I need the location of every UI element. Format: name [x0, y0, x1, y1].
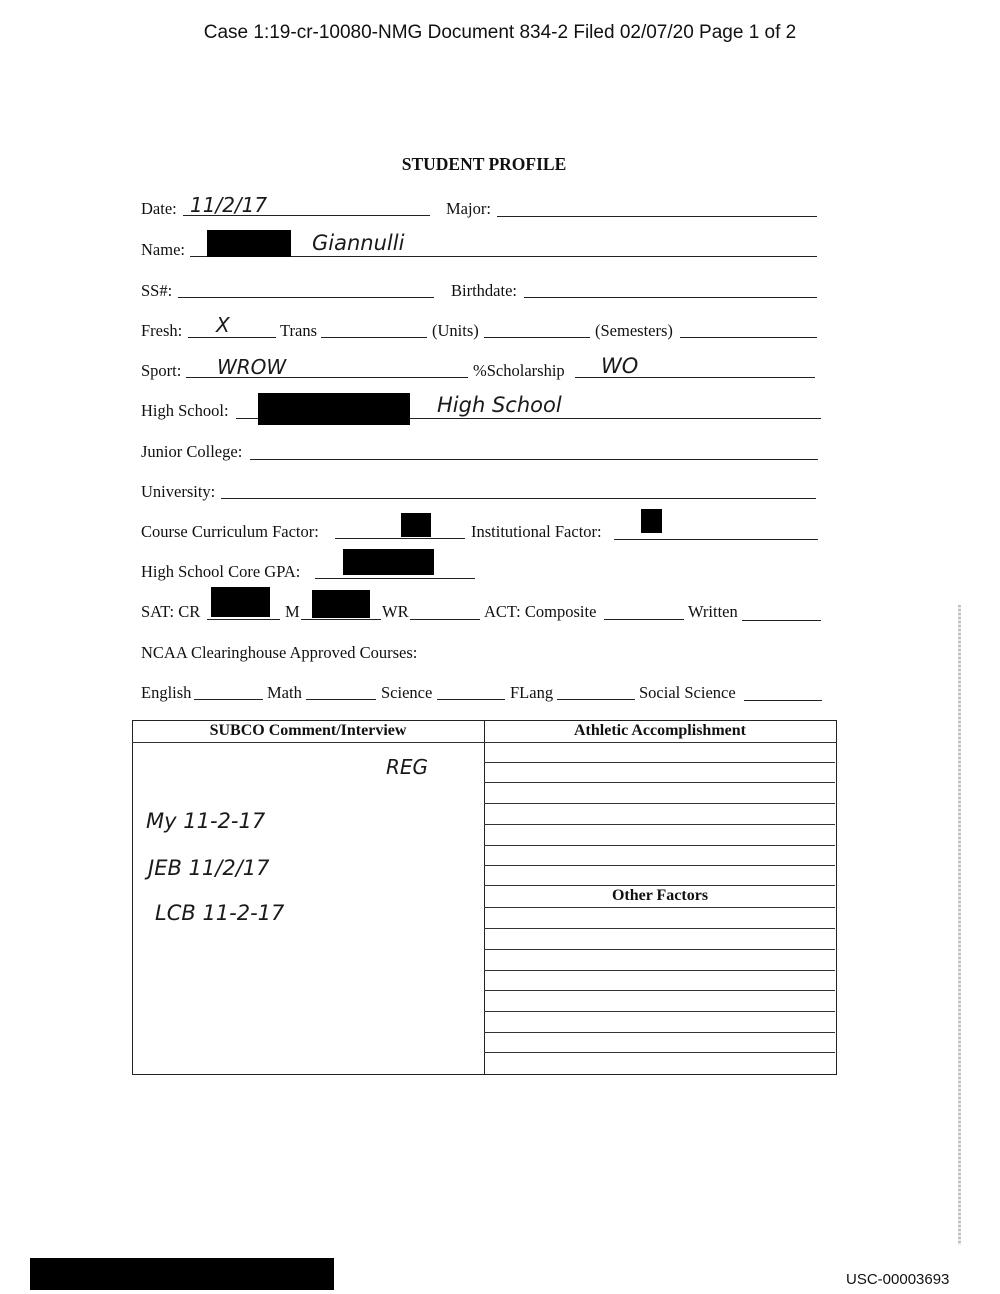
- ruled-line: [484, 1011, 835, 1012]
- sat-m-label: M: [285, 602, 300, 621]
- course-curriculum-label: Course Curriculum Factor:: [141, 522, 319, 541]
- ruled-line: [484, 865, 835, 866]
- sat-cr-label: SAT: CR: [141, 602, 201, 621]
- flang-label: FLang: [510, 683, 554, 702]
- birthdate-label: Birthdate:: [451, 281, 517, 300]
- table-header-rule: [132, 742, 837, 743]
- ruled-line: [484, 907, 835, 908]
- sat-cr-redaction: [211, 587, 270, 617]
- bates-number: USC-00003693: [846, 1271, 950, 1288]
- units-line: [484, 337, 590, 338]
- sat-m-redaction: [312, 590, 370, 618]
- fresh-line: [188, 337, 276, 338]
- high-school-redaction: [258, 393, 410, 425]
- sport-handwritten: WROW: [217, 355, 287, 379]
- ruled-line: [484, 782, 835, 783]
- subco-note-reg: REG: [386, 755, 429, 779]
- math-line: [306, 699, 376, 700]
- fresh-handwritten: X: [216, 313, 230, 337]
- case-header: Case 1:19-cr-10080-NMG Document 834-2 Filed 02/07/20 Page 1 of 2: [203, 22, 797, 43]
- major-line: [497, 216, 817, 217]
- ncaa-label: NCAA Clearinghouse Approved Courses:: [141, 643, 418, 662]
- scholarship-handwritten: WO: [601, 354, 639, 378]
- ruled-line: [484, 845, 835, 846]
- course-curriculum-line: [335, 538, 465, 539]
- units-label: (Units): [432, 321, 479, 340]
- subco-note-initials-1: My 11-2-17: [146, 809, 266, 833]
- science-label: Science: [381, 683, 433, 702]
- trans-line: [321, 337, 427, 338]
- sat-cr-line: [207, 619, 280, 620]
- written-label: Written: [688, 602, 738, 621]
- high-school-handwritten: High School: [437, 393, 562, 417]
- ruled-line: [484, 970, 835, 971]
- written-line: [742, 620, 821, 621]
- date-label: Date:: [141, 199, 177, 218]
- junior-college-line: [250, 459, 818, 460]
- ruled-line: [484, 1052, 835, 1053]
- course-curriculum-redaction: [401, 513, 431, 537]
- science-line: [437, 699, 505, 700]
- subco-header: SUBCO Comment/Interview: [209, 722, 407, 739]
- ssn-label: SS#:: [141, 281, 173, 300]
- trans-label: Trans: [280, 321, 317, 340]
- english-label: English: [141, 683, 192, 702]
- ruled-line: [484, 803, 835, 804]
- institutional-redaction: [641, 509, 662, 533]
- name-redaction: [207, 230, 291, 257]
- semesters-label: (Semesters): [595, 321, 673, 340]
- scan-edge-artifact: [958, 605, 961, 1245]
- sat-m-line: [301, 619, 381, 620]
- university-line: [221, 498, 816, 499]
- institutional-label: Institutional Factor:: [471, 522, 602, 541]
- ruled-line: [484, 885, 835, 886]
- date-handwritten: 11/2/17: [190, 193, 268, 217]
- birthdate-line: [524, 297, 817, 298]
- flang-line: [557, 699, 635, 700]
- athletic-header: Athletic Accomplishment: [574, 722, 746, 739]
- ruled-line: [484, 762, 835, 763]
- math-label: Math: [267, 683, 302, 702]
- university-label: University:: [141, 482, 216, 501]
- core-gpa-redaction: [343, 549, 434, 575]
- name-label: Name:: [141, 240, 185, 259]
- footer-redaction: [30, 1258, 334, 1290]
- ruled-line: [484, 824, 835, 825]
- core-gpa-label: High School Core GPA:: [141, 562, 301, 581]
- ruled-line: [484, 1032, 835, 1033]
- act-composite-line: [604, 619, 684, 620]
- major-label: Major:: [446, 199, 491, 218]
- english-line: [194, 699, 263, 700]
- social-science-line: [744, 700, 822, 701]
- sat-wr-label: WR: [382, 602, 409, 621]
- subco-note-initials-3: LCB 11-2-17: [155, 901, 285, 925]
- social-science-label: Social Science: [639, 683, 736, 702]
- ssn-line: [178, 297, 434, 298]
- high-school-label: High School:: [141, 401, 229, 420]
- other-factors-header: Other Factors: [611, 887, 709, 904]
- ruled-line: [484, 990, 835, 991]
- scholarship-label: %Scholarship: [473, 361, 565, 380]
- act-composite-label: ACT: Composite: [484, 602, 597, 621]
- semesters-line: [680, 337, 817, 338]
- institutional-line: [614, 539, 818, 540]
- ruled-line: [484, 949, 835, 950]
- fresh-label: Fresh:: [141, 321, 183, 340]
- form-title: STUDENT PROFILE: [401, 154, 567, 174]
- ruled-line: [484, 928, 835, 929]
- subco-note-initials-2: JEB 11/2/17: [148, 856, 270, 880]
- name-handwritten: Giannulli: [312, 231, 405, 255]
- sat-wr-line: [410, 619, 480, 620]
- junior-college-label: Junior College:: [141, 442, 243, 461]
- sport-label: Sport:: [141, 361, 182, 380]
- core-gpa-line: [315, 578, 475, 579]
